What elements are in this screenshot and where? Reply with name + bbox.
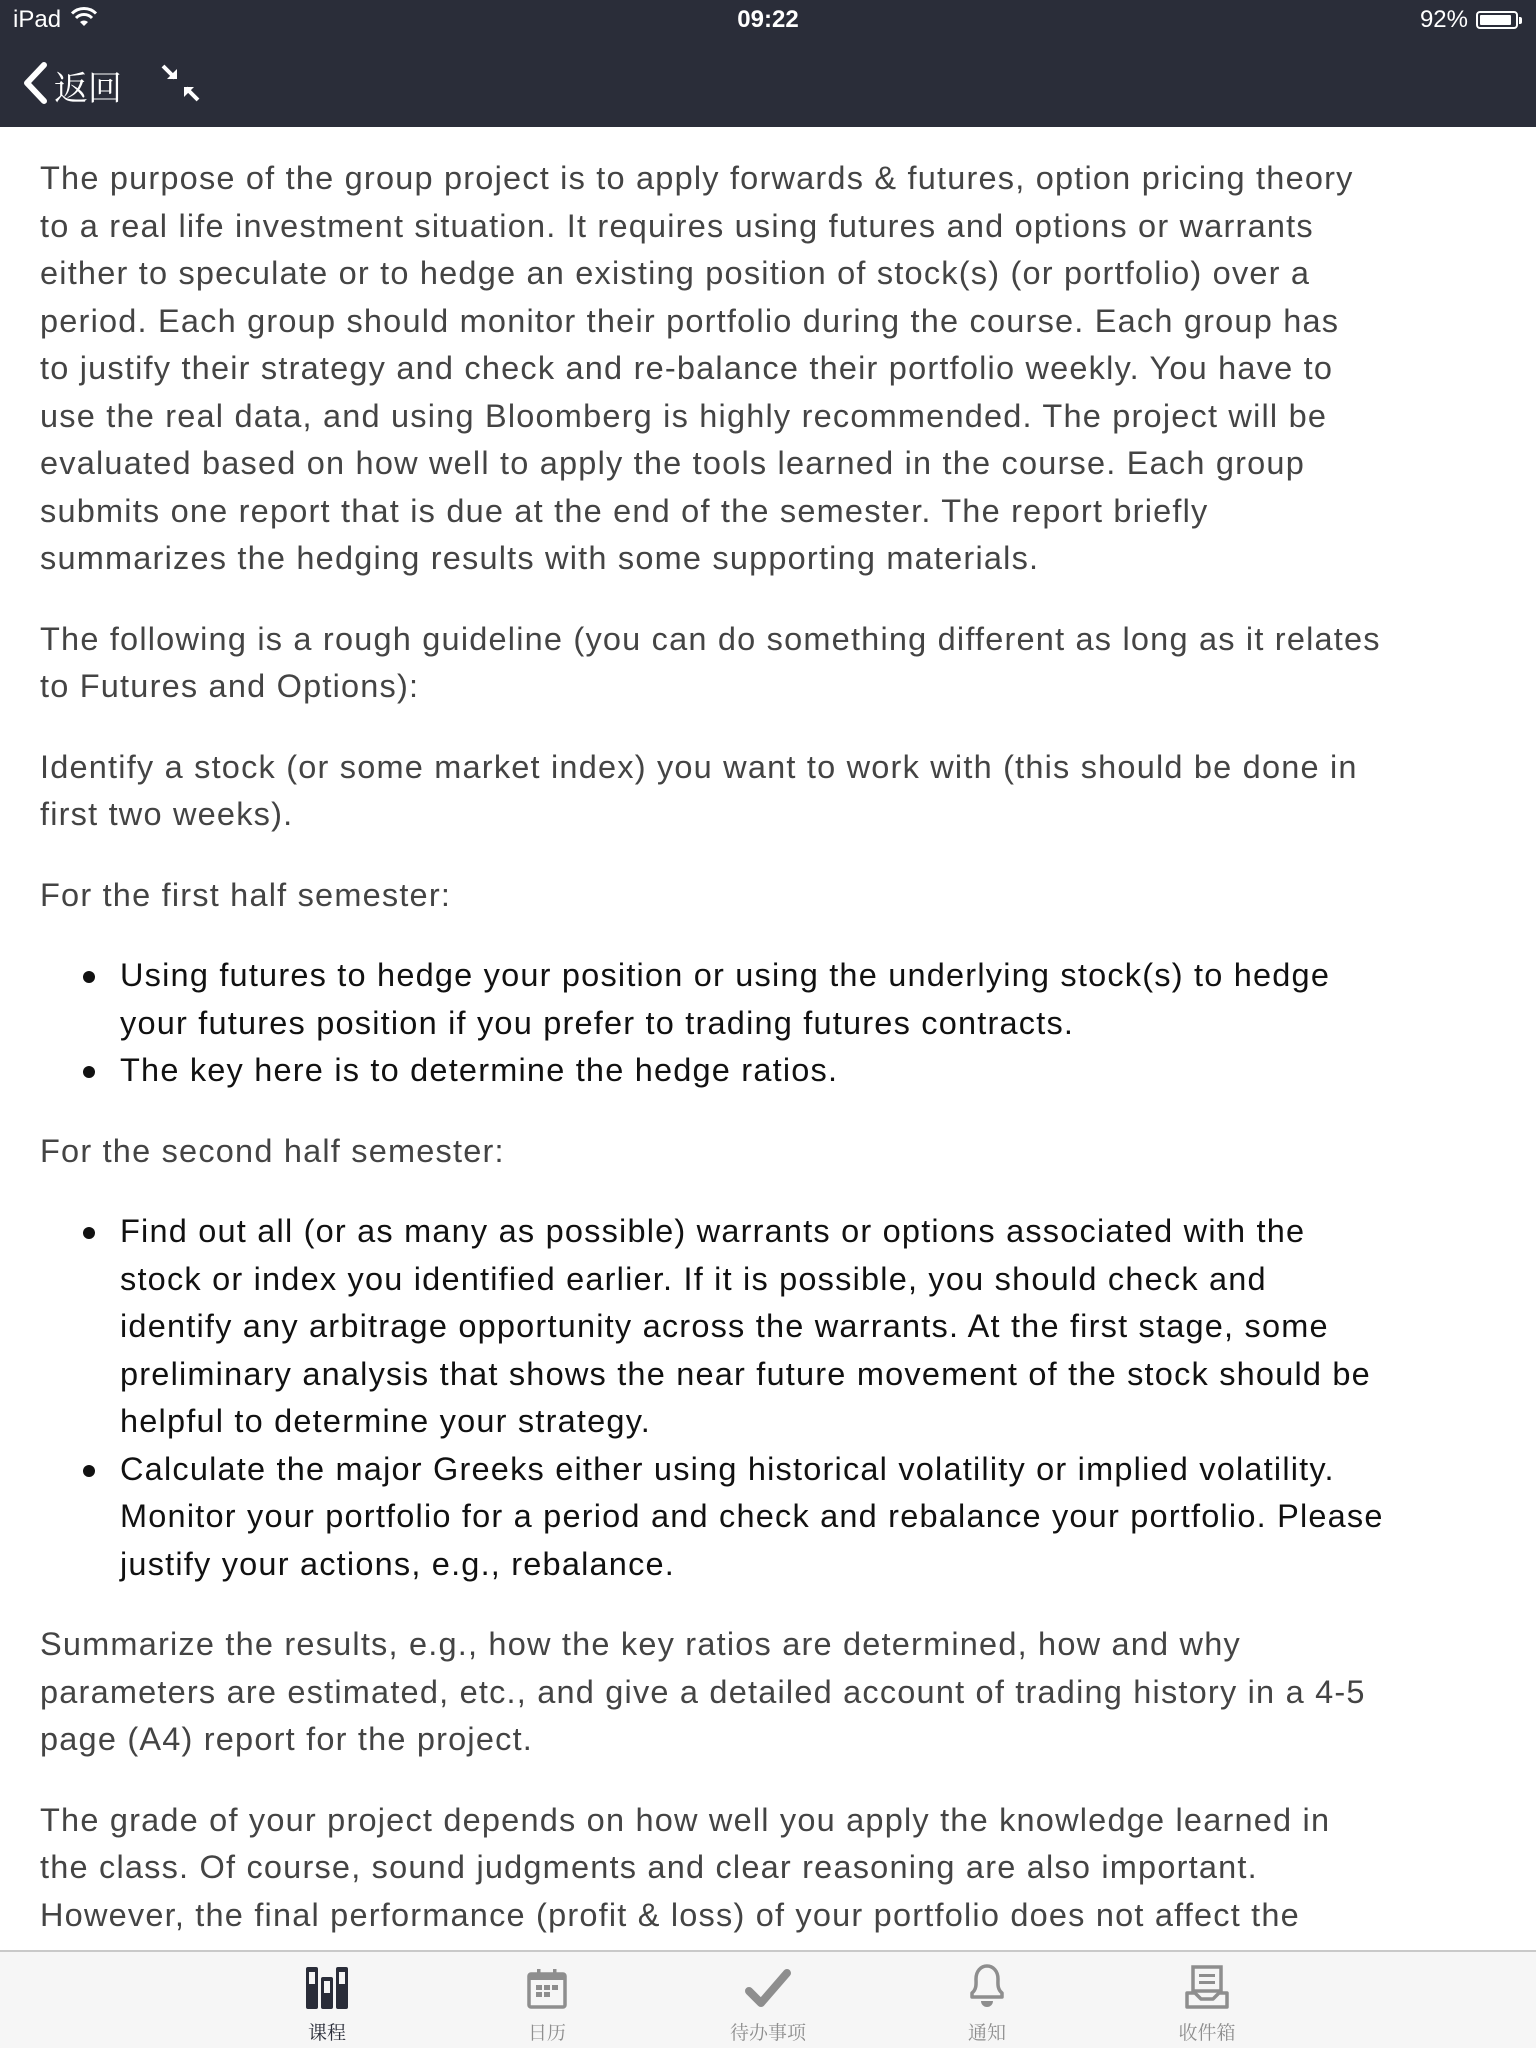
text-line: to a real life investment situation. It requires using futures and options or warrants [40,207,1314,244]
collapse-button[interactable] [160,63,202,108]
heading-second-half: For the second half semester: [40,1132,505,1169]
document-content[interactable] [0,127,1536,1950]
text-line: either to speculate or to hedge an existing position of stock(s) (or portfolio) over a [40,255,1311,291]
tab-calendar[interactable] [467,1952,627,2048]
text-line: the class. Of course, sound judgments and clear reasoning are also important. [40,1849,1258,1885]
paragraph-summarize [40,1621,1520,1764]
text-line: identify any arbitrage opportunity across the warrants. At the first stage, some [120,1308,1329,1344]
text-line: use the real data, and using Bloomberg is highly recommended. The project will be [40,397,1328,434]
text-line: evaluated based on how well to apply the tools learned in the course. Each group [40,445,1305,481]
nav-bar [22,55,202,115]
calendar-icon [527,1969,567,2014]
tab-bar [0,1950,1536,2048]
tab-inbox[interactable] [1127,1952,1287,2048]
chevron-left-icon [22,62,48,109]
tab-todo[interactable] [688,1952,848,2048]
paragraph-guideline [40,616,1520,711]
text-line: page (A4) report for the project. [40,1721,534,1757]
text-line: The key here is to determine the hedge ratios. [120,1052,839,1088]
list-second-half [40,1208,1520,1588]
text-line: The grade of your project depends on how well you apply the knowledge learned in [40,1801,1331,1838]
text-line: parameters are estimated, etc., and give a detailed account of trading history in a 4-5 [40,1673,1366,1710]
list-item [40,1047,1520,1095]
back-label: 返回 [54,69,122,108]
text-line: Using futures to hedge your position or using the underlying stock(s) to hedge [120,957,1331,993]
paragraph-grade [40,1797,1520,1940]
document-text [40,155,1520,1950]
text-line: However, the final performance (profit & loss) of your portfolio does not affect the [40,1896,1300,1933]
text-line: to Futures and Options): [40,668,420,704]
tab-label: 收件箱 [1178,2023,1236,2044]
paragraph-identify-stock [40,744,1520,839]
battery-icon [1476,11,1518,29]
text-line: justify your actions, e.g., rebalance. [120,1545,676,1582]
text-line: summarizes the hedging results with some supporting materials. [40,540,1040,576]
tab-courses[interactable] [247,1952,407,2048]
tab-notifications[interactable] [907,1952,1067,2048]
text-line: The purpose of the group project is to apply forwards & futures, option pricing theory [40,160,1354,196]
text-line: Identify a stock (or some market index) you want to work with (this should be done in [40,748,1358,785]
list-item [40,1446,1520,1589]
status-time: 09:22 [737,6,799,33]
paragraph-purpose [40,155,1520,583]
text-line: submits one report that is due at the end of the semester. The report briefly [40,492,1209,529]
list-item [40,1208,1520,1446]
courses-icon [305,1967,349,2014]
checkmark-icon [745,1969,791,2014]
text-line: The following is a rough guideline (you can do something different as long as it relates [40,620,1381,657]
text-line: Calculate the major Greeks either using historical volatility or implied volatility. [120,1450,1335,1487]
top-bar [0,0,1536,127]
text-line: Summarize the results, e.g., how the key ratios are determined, how and why [40,1626,1241,1662]
list-first-half [40,952,1520,1095]
device-name: iPad [13,6,62,33]
heading-first-half: For the first half semester: [40,876,452,913]
text-line: your futures position if you prefer to trading futures contracts. [120,1004,1075,1041]
text-line: to justify their strategy and check and re-balance their portfolio weekly. You have to [40,350,1334,386]
text-line: first two weeks). [40,796,294,832]
battery-percent: 92% [1419,6,1468,33]
inbox-icon [1185,1965,1229,2014]
tab-label: 日历 [527,2023,566,2044]
text-line: Monitor your portfolio for a period and check and rebalance your portfolio. Please [120,1498,1384,1534]
bell-icon [964,1963,1010,2014]
text-line: Find out all (or as many as possible) warrants or options associated with the [120,1213,1306,1249]
text-line: helpful to determine your strategy. [120,1403,651,1439]
tab-label: 课程 [307,2023,346,2044]
text-line: period. Each group should monitor their portfolio during the course. Each group has [40,302,1340,339]
collapse-arrows-icon [160,90,202,107]
list-item [40,952,1520,1047]
tab-label: 待办事项 [729,2023,806,2044]
text-line: stock or index you identified earlier. If it is possible, you should check and [120,1260,1267,1297]
status-bar [0,0,1536,40]
back-button[interactable] [22,61,122,110]
tab-label: 通知 [967,2023,1006,2044]
text-line: preliminary analysis that shows the near future movement of the stock should be [120,1355,1371,1392]
